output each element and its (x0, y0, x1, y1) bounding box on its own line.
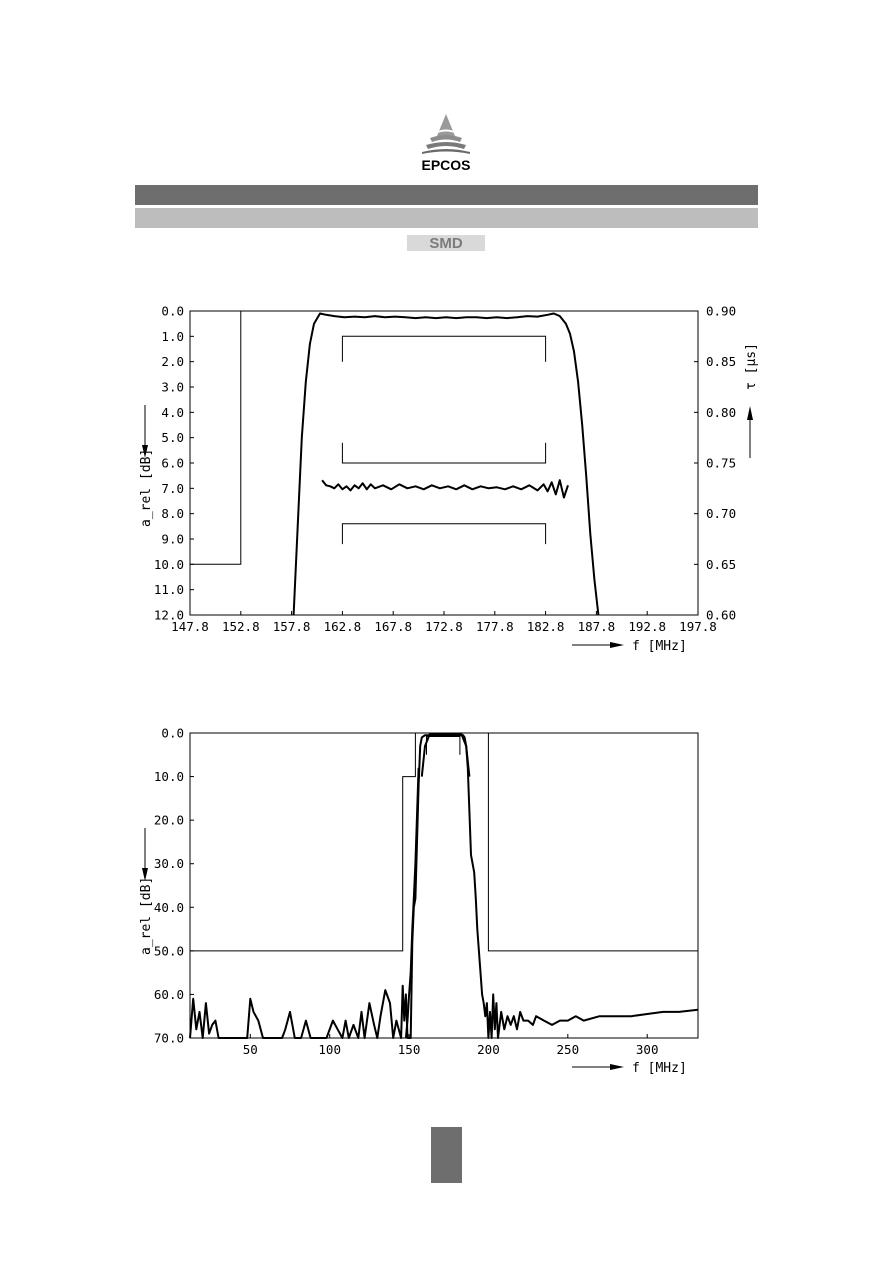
chart-passband-y-right-ticks (694, 304, 736, 623)
tolerance-line (342, 336, 545, 361)
tolerance-line (342, 443, 545, 463)
chart-wideband-y-arrow (142, 828, 148, 881)
x-tick-label: 167.8 (374, 619, 413, 634)
chart-passband-tolerance-group (190, 311, 546, 564)
chart-wideband-x-arrow (572, 1064, 624, 1070)
y-tick-label: 60.0 (153, 986, 184, 1002)
chart-passband-x-ticks (171, 611, 717, 634)
chart-passband-ylabel-right: τ [µs] (744, 343, 759, 390)
y-tick-label: 8.0 (161, 506, 184, 522)
chart-wideband-series-group (190, 734, 698, 1038)
y-right-tick-label: 0.60 (706, 607, 737, 623)
x-tick-label: 177.8 (475, 619, 514, 634)
y-tick-label: 20.0 (153, 812, 184, 828)
y-tick-label: 10.0 (153, 769, 184, 785)
x-tick-label: 157.8 (272, 619, 311, 634)
tolerance-line (342, 524, 545, 544)
series-line (294, 314, 599, 616)
y-tick-label: 2.0 (161, 354, 184, 370)
y-right-tick-label: 0.70 (706, 506, 737, 522)
y-tick-label: 9.0 (161, 531, 184, 547)
x-tick-label: 147.8 (171, 619, 209, 634)
y-tick-label: 70.0 (153, 1030, 184, 1046)
chart-wideband-x-ticks (243, 1034, 659, 1057)
x-tick-label: 182.8 (526, 619, 565, 634)
page-number-tab (431, 1127, 462, 1183)
x-tick-label: 172.8 (425, 619, 463, 634)
chart-passband-y-right-arrow (747, 406, 753, 458)
y-tick-label: 0.0 (161, 725, 184, 741)
y-tick-label: 12.0 (153, 607, 184, 623)
y-tick-label: 3.0 (161, 379, 184, 395)
y-tick-label: 6.0 (161, 455, 184, 471)
y-tick-label: 30.0 (153, 856, 184, 872)
tolerance-line (427, 737, 460, 755)
x-tick-label: 150 (397, 1042, 421, 1057)
x-tick-label: 162.8 (323, 619, 362, 634)
series-line (422, 734, 470, 776)
smd-badge-text: SMD (429, 235, 463, 252)
chart-wideband-ylabel: a_rel [dB] (139, 876, 154, 955)
chart-passband-y-ticks (154, 304, 194, 623)
y-right-tick-label: 0.75 (706, 455, 737, 471)
chart-wideband-tolerance-group (190, 733, 698, 951)
series-line (190, 735, 698, 1038)
x-tick-label: 152.8 (221, 619, 260, 634)
y-right-tick-label: 0.85 (706, 354, 737, 370)
chart-wideband-y-ticks (154, 726, 194, 1046)
chart-passband-series-group (294, 314, 599, 616)
x-tick-label: 197.8 (679, 619, 717, 634)
y-tick-label: 5.0 (161, 430, 184, 446)
y-right-tick-label: 0.90 (706, 303, 737, 319)
y-right-tick-label: 0.80 (706, 404, 737, 420)
x-tick-label: 100 (318, 1042, 341, 1057)
y-tick-label: 0.0 (161, 303, 184, 319)
chart-passband-ylabel: a_rel [dB] (139, 448, 154, 527)
chart-wideband (139, 726, 698, 1077)
x-tick-label: 200 (477, 1042, 500, 1057)
y-tick-label: 1.0 (161, 328, 184, 344)
tolerance-line (190, 733, 415, 951)
y-tick-label: 7.0 (161, 480, 184, 496)
x-tick-label: 50 (242, 1042, 258, 1057)
chart-passband (139, 304, 759, 655)
chart-passband-x-arrow (572, 642, 624, 648)
chart-passband-xlabel: f [MHz] (632, 639, 687, 654)
y-tick-label: 40.0 (153, 899, 184, 915)
chart-wideband-frame (190, 733, 698, 1038)
brand-name: EPCOS (421, 157, 471, 173)
y-tick-label: 4.0 (161, 404, 184, 420)
x-tick-label: 192.8 (628, 619, 667, 634)
x-tick-label: 300 (635, 1042, 659, 1057)
y-tick-label: 11.0 (153, 582, 184, 598)
x-tick-label: 250 (556, 1042, 580, 1057)
y-right-tick-label: 0.65 (706, 556, 737, 572)
chart-wideband-xlabel: f [MHz] (632, 1061, 687, 1076)
y-tick-label: 10.0 (153, 556, 184, 572)
y-tick-label: 50.0 (153, 943, 184, 959)
x-tick-label: 187.8 (577, 619, 616, 634)
tolerance-line (190, 311, 241, 564)
tolerance-line (488, 733, 698, 951)
series-line (322, 480, 568, 497)
